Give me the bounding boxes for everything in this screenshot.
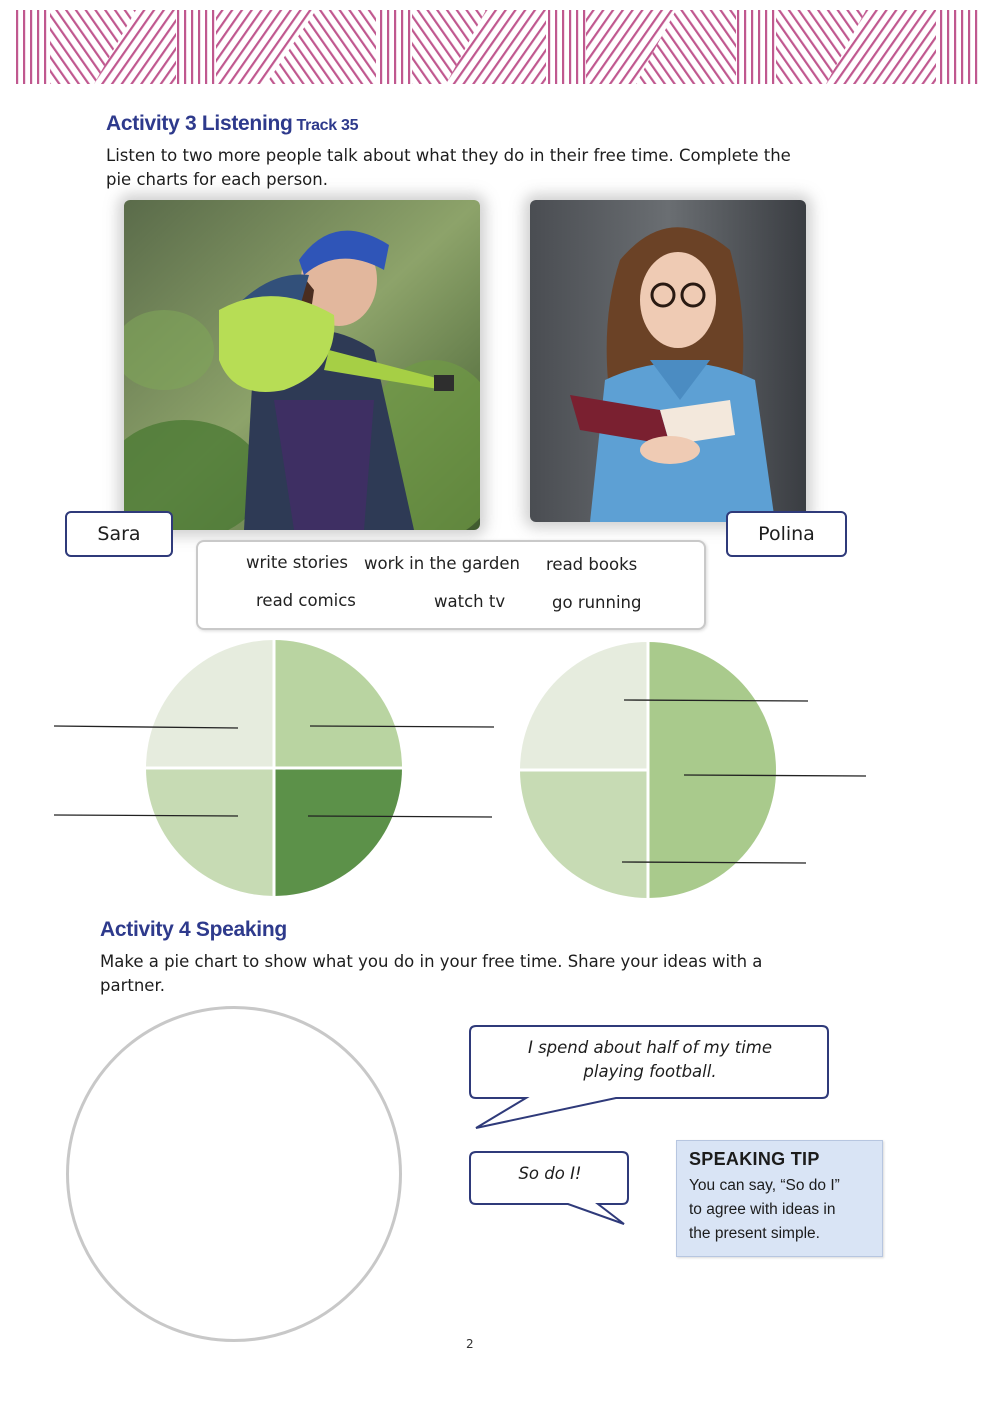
sara-pie-slice-top-left [146,640,274,768]
speech-bubble-1-line-2: playing football. [583,1062,717,1081]
speech-bubble-2-text: So do I! [518,1164,582,1183]
polina-pie-slice-bottom-left [520,770,648,898]
sara-pie-slice-bottom-left [146,768,274,896]
activity-4-instructions [100,950,880,998]
speaking-tip-box [676,1140,883,1257]
speaking-tip-body [689,1174,870,1246]
activity-4-instructions-line-1: Make a pie chart to show what you do in your free time. Share your ideas with a [100,952,763,971]
sara-pie-slice-top-right [274,640,402,768]
activity-4-heading: Activity 4 Speaking [100,918,287,941]
polina-pie-slice-right-half [648,642,776,898]
page-number: 2 [466,1337,474,1351]
sara-pie-chart [50,638,500,900]
activity-3-title: Activity 3 Listening [106,112,293,135]
word-read-books: read books [546,555,638,574]
name-label-polina: Polina [726,511,847,557]
activity-3-heading [106,112,358,136]
speech-bubble-1-text [478,1036,822,1084]
activity-4-instructions-line-2: partner. [100,976,165,995]
speaking-tip-title: SPEAKING TIP [689,1149,820,1169]
word-write-stories: write stories [246,553,349,572]
gardener-photo [124,200,480,530]
word-go-running: go running [552,593,642,612]
word-watch-tv: watch tv [434,592,506,611]
blank-pie-chart-circle[interactable] [66,1006,402,1342]
sara-pie-slice-bottom-right [274,768,402,896]
word-box [196,540,706,630]
activity-3-instructions-line-2: pie charts for each person. [106,170,328,189]
speaking-tip-line-2: to agree with ideas in [689,1201,836,1218]
activity-3-instructions [106,144,886,192]
decorative-pattern-banner [16,10,978,84]
word-work-in-the-garden: work in the garden [364,554,520,573]
name-label-sara: Sara [65,511,173,557]
track-label: Track 35 [296,117,359,134]
polina-pie-slice-top-left [520,642,648,770]
polina-pie-chart [518,640,870,902]
word-read-comics: read comics [256,591,356,610]
speech-bubble-1-line-1: I spend about half of my time [527,1038,773,1057]
speaking-tip-line-3: the present simple. [689,1225,820,1242]
speaking-tip-line-1: You can say, “So do I” [689,1177,840,1194]
reader-photo [530,200,806,522]
activity-3-instructions-line-1: Listen to two more people talk about what they do in their free time. Complete the [106,146,791,165]
